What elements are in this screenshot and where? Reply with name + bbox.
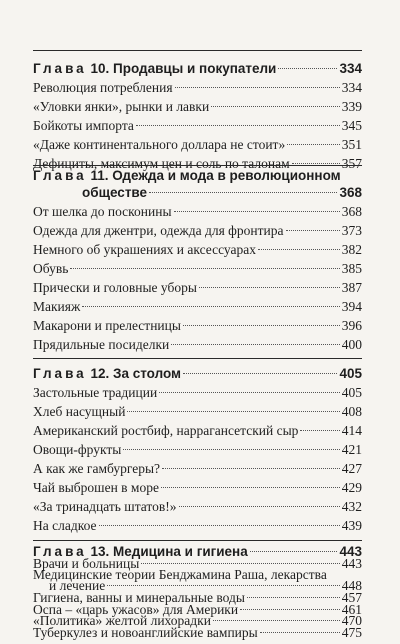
entry-title: А как же гамбургеры? xyxy=(33,461,161,476)
dot-leader xyxy=(149,192,337,193)
entry-page: 368 xyxy=(341,204,362,219)
entry-page: 345 xyxy=(341,118,362,133)
chapter-page: 334 xyxy=(339,61,362,76)
entry-page: 373 xyxy=(341,223,362,238)
entry-page: 421 xyxy=(341,442,362,457)
toc-entry xyxy=(33,202,362,222)
chapter-heading xyxy=(33,59,362,79)
chapter-title: За столом xyxy=(113,366,182,381)
entry-page: 432 xyxy=(341,499,362,514)
dot-leader xyxy=(99,525,340,526)
toc-entry xyxy=(33,278,362,298)
toc-entry xyxy=(33,135,362,155)
dot-leader xyxy=(175,87,340,88)
dot-leader xyxy=(161,487,340,488)
dot-leader xyxy=(123,449,339,450)
entry-page: 457 xyxy=(341,590,362,606)
entry-title: Революция потребления xyxy=(33,80,173,95)
entry-title: «Даже континентального доллара не стоит» xyxy=(33,137,286,152)
entry-page: 427 xyxy=(341,461,362,476)
dot-leader xyxy=(107,585,340,586)
dot-leader xyxy=(211,106,340,107)
dot-leader xyxy=(162,468,340,469)
entry-title: От шелка до посконины xyxy=(33,204,172,219)
chapter-page: 405 xyxy=(339,366,362,381)
entry-title: Бойкоты импорта xyxy=(33,118,134,133)
dot-leader xyxy=(159,392,340,393)
toc-entry xyxy=(33,402,362,422)
entry-title: Застольные традиции xyxy=(33,385,158,400)
toc-entry xyxy=(33,421,362,441)
entry-page: 385 xyxy=(341,261,362,276)
entry-title: Гигиена, ванны и минеральные воды xyxy=(33,590,245,606)
chapter-title: Медицина и гигиена xyxy=(113,544,248,560)
chapter-number: 11. xyxy=(90,168,109,183)
dot-leader xyxy=(141,563,339,564)
entry-title: «За тринадцать штатов!» xyxy=(33,499,177,514)
chapter-heading xyxy=(33,364,362,384)
chapter-page: 443 xyxy=(339,544,362,560)
entry-title: Медицинские теории Бенджамина Раша, лекарства xyxy=(33,567,327,583)
dot-leader xyxy=(278,68,337,69)
dot-leader xyxy=(292,163,340,164)
dot-leader xyxy=(199,287,340,288)
toc-entry xyxy=(33,221,362,241)
entry-page: 439 xyxy=(341,518,362,533)
entry-title: Овощи-фрукты xyxy=(33,442,122,457)
entry-title: Немного об украшениях и аксессуарах xyxy=(33,242,256,257)
dot-leader xyxy=(171,344,339,345)
dot-leader xyxy=(183,325,340,326)
dot-leader xyxy=(258,249,340,250)
dot-leader xyxy=(127,411,339,412)
toc-entry xyxy=(33,78,362,98)
entry-page: 414 xyxy=(341,423,362,438)
chapter-title: Одежда и мода в революционном xyxy=(112,168,341,183)
entry-title: Одежда для джентри, одежда для фронтира xyxy=(33,223,284,238)
chapter-number: 13. xyxy=(90,544,110,560)
entry-page: 334 xyxy=(341,80,362,95)
toc-entry xyxy=(33,259,362,279)
chapter-divider xyxy=(33,358,362,359)
toc-entry xyxy=(33,97,362,117)
entry-title: «Уловки янки», рынки и лавки xyxy=(33,99,210,114)
dot-leader xyxy=(287,144,340,145)
chapter-label: Глава xyxy=(33,61,87,76)
dot-leader xyxy=(136,125,340,126)
chapter-label: Глава xyxy=(33,168,87,183)
toc-entry xyxy=(33,335,362,355)
dot-leader xyxy=(179,506,340,507)
entry-title: Макияж xyxy=(33,299,81,314)
toc-entry xyxy=(33,459,362,479)
entry-page: 408 xyxy=(341,404,362,419)
entry-title: Дефициты, максимум цен и соль по талонам xyxy=(33,156,290,171)
dot-leader xyxy=(213,620,340,621)
toc-entry xyxy=(33,516,362,536)
entry-title: Американский ростбиф, наррагансетский сыр xyxy=(33,423,299,438)
entry-title: Оспа – «царь ужасов» для Америки xyxy=(33,601,239,617)
toc-entry xyxy=(33,383,362,403)
chapter-divider xyxy=(33,50,362,51)
entry-title: Макарони и прелестницы xyxy=(33,318,181,333)
toc-entry xyxy=(33,624,362,641)
toc-entry xyxy=(33,316,362,336)
entry-page: 470 xyxy=(341,613,362,629)
toc-entry xyxy=(33,240,362,260)
chapter-label: Глава xyxy=(33,366,87,381)
entry-title: Врачи и больницы xyxy=(33,555,140,571)
chapter-heading xyxy=(33,183,362,203)
dot-leader xyxy=(183,373,337,374)
chapter-divider xyxy=(33,540,362,541)
dot-leader xyxy=(174,211,340,212)
entry-page: 357 xyxy=(341,156,362,171)
entry-page: 475 xyxy=(341,625,362,640)
chapter-title: Продавцы и покупатели xyxy=(113,61,277,76)
entry-page: 405 xyxy=(341,385,362,400)
entry-page: 396 xyxy=(341,318,362,333)
dot-leader xyxy=(240,609,340,610)
toc-entry xyxy=(33,297,362,317)
dot-leader xyxy=(250,551,338,552)
entry-page: 429 xyxy=(341,480,362,495)
dot-leader xyxy=(70,268,339,269)
entry-page: 382 xyxy=(341,242,362,257)
toc-entry xyxy=(33,116,362,136)
dot-leader xyxy=(286,230,340,231)
dot-leader xyxy=(300,430,339,431)
entry-title: Чай выброшен в море xyxy=(33,480,159,495)
entry-title: Туберкулез и новоанглийские вампиры xyxy=(33,625,258,640)
toc-entry xyxy=(33,497,362,517)
dot-leader xyxy=(247,597,340,598)
entry-page: 461 xyxy=(341,601,362,617)
entry-page: 387 xyxy=(341,280,362,295)
entry-page: 448 xyxy=(341,578,362,594)
chapter-label: Глава xyxy=(33,544,87,560)
chapter-number: 12. xyxy=(90,366,110,381)
chapter-page: 368 xyxy=(339,185,362,200)
toc-entry xyxy=(33,440,362,460)
entry-title: «Политика» желтой лихорадки xyxy=(33,613,211,629)
chapter-title-cont: обществе xyxy=(82,185,148,200)
entry-page: 400 xyxy=(341,337,362,352)
entry-page: 443 xyxy=(341,555,362,571)
entry-page: 339 xyxy=(341,99,362,114)
entry-title: Прядильные посиделки xyxy=(33,337,170,352)
chapter-number: 10. xyxy=(90,61,110,76)
entry-title: Обувь xyxy=(33,261,69,276)
entry-page: 394 xyxy=(341,299,362,314)
toc-entry xyxy=(33,478,362,498)
dot-leader xyxy=(260,632,340,633)
entry-title: Прически и головные уборы xyxy=(33,280,197,295)
dot-leader xyxy=(82,306,339,307)
entry-page: 351 xyxy=(341,137,362,152)
entry-title: Хлеб насущный xyxy=(33,404,126,419)
entry-title-cont: и лечение xyxy=(49,578,106,594)
entry-title: На сладкое xyxy=(33,518,97,533)
